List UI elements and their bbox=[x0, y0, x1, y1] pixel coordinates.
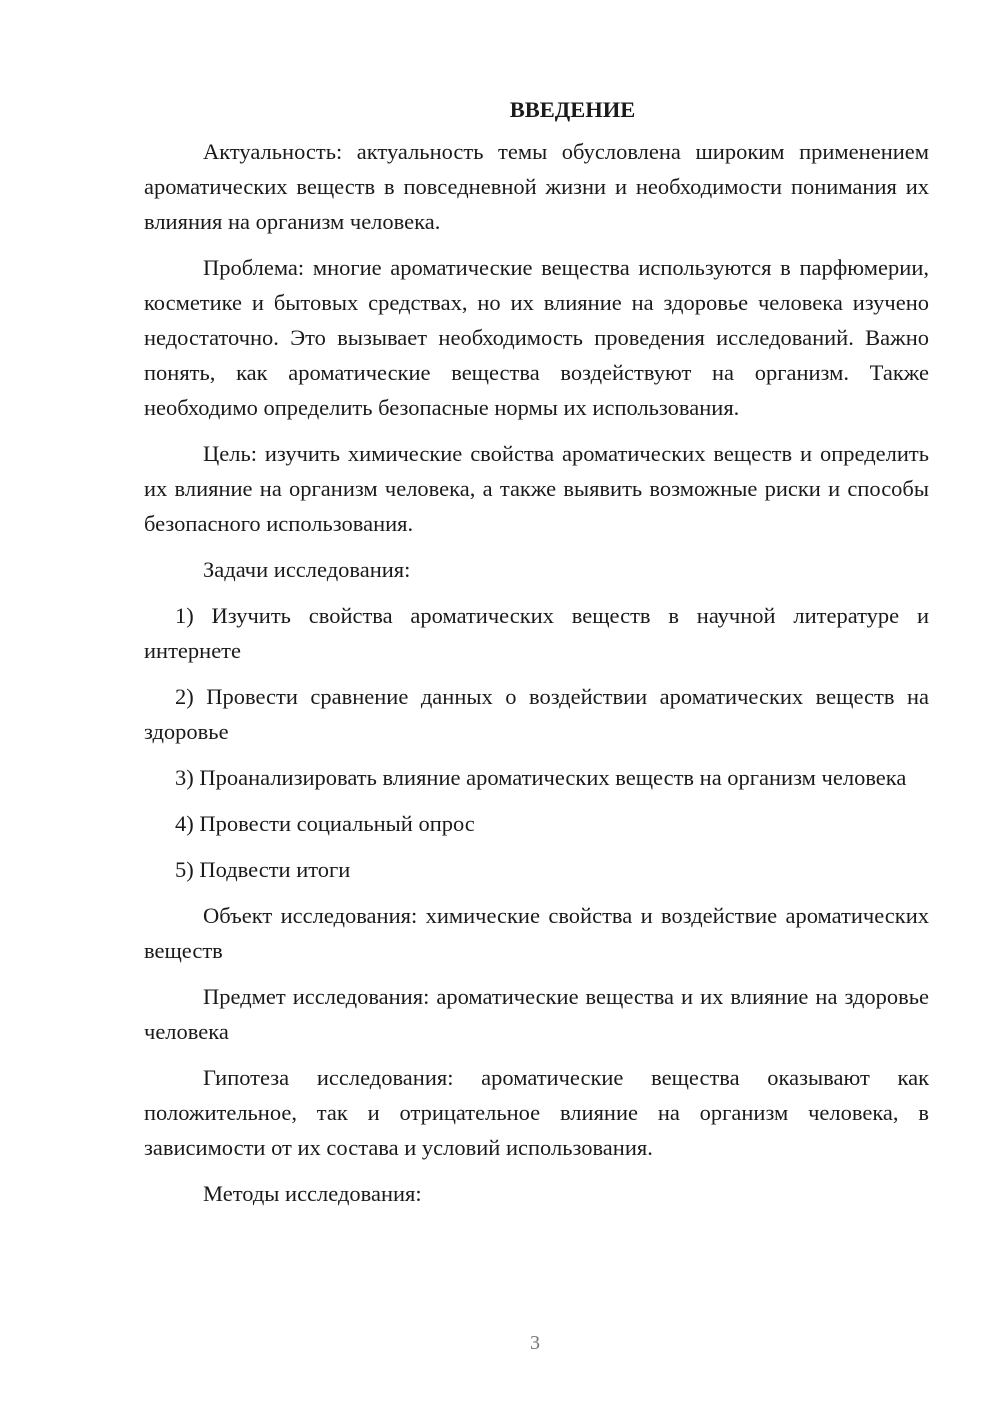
task-item-3: 3) Проанализировать влияние ароматических веществ на организм человека bbox=[175, 765, 907, 790]
page-number: 3 bbox=[530, 1332, 540, 1354]
problem-paragraph: Проблема: многие ароматические вещества используются в парфюмерии, косметике и бытовых средствах, но их влияние на здоровье человека изучено недостаточно. Это вызывает необходимость проведения исследований. Важно понять, как ароматические вещества воздействуют на организм. Также необходимо определить безопасные нормы их использования. bbox=[144, 255, 929, 420]
document-title: ВВЕДЕНИЕ bbox=[509, 97, 636, 122]
methods-heading: Методы исследования: bbox=[203, 1181, 422, 1206]
subject-paragraph: Предмет исследования: ароматические вещества и их влияние на здоровье человека bbox=[144, 984, 929, 1044]
hypothesis-paragraph: Гипотеза исследования: ароматические вещества оказывают как положительное, так и отрицательное влияние на организм человека, в зависимости от их состава и условий использования. bbox=[144, 1065, 929, 1160]
task-item-5: 5) Подвести итоги bbox=[175, 857, 351, 882]
task-item-4: 4) Провести социальный опрос bbox=[175, 811, 475, 836]
object-paragraph: Объект исследования: химические свойства и воздействие ароматических веществ bbox=[144, 903, 929, 963]
tasks-heading: Задачи исследования: bbox=[203, 557, 411, 582]
relevance-paragraph: Актуальность: актуальность темы обусловлена широким применением ароматических веществ в повседневной жизни и необходимости понимания их влияния на организм человека. bbox=[144, 139, 929, 234]
document-page bbox=[144, 92, 929, 1222]
goal-paragraph: Цель: изучить химические свойства ароматических веществ и определить их влияние на организм человека, а также выявить возможные риски и способы безопасного использования. bbox=[144, 441, 929, 536]
task-item-2: 2) Провести сравнение данных о воздействии ароматических веществ на здоровье bbox=[144, 684, 929, 744]
task-item-1: 1) Изучить свойства ароматических веществ в научной литературе и интернете bbox=[144, 603, 929, 663]
